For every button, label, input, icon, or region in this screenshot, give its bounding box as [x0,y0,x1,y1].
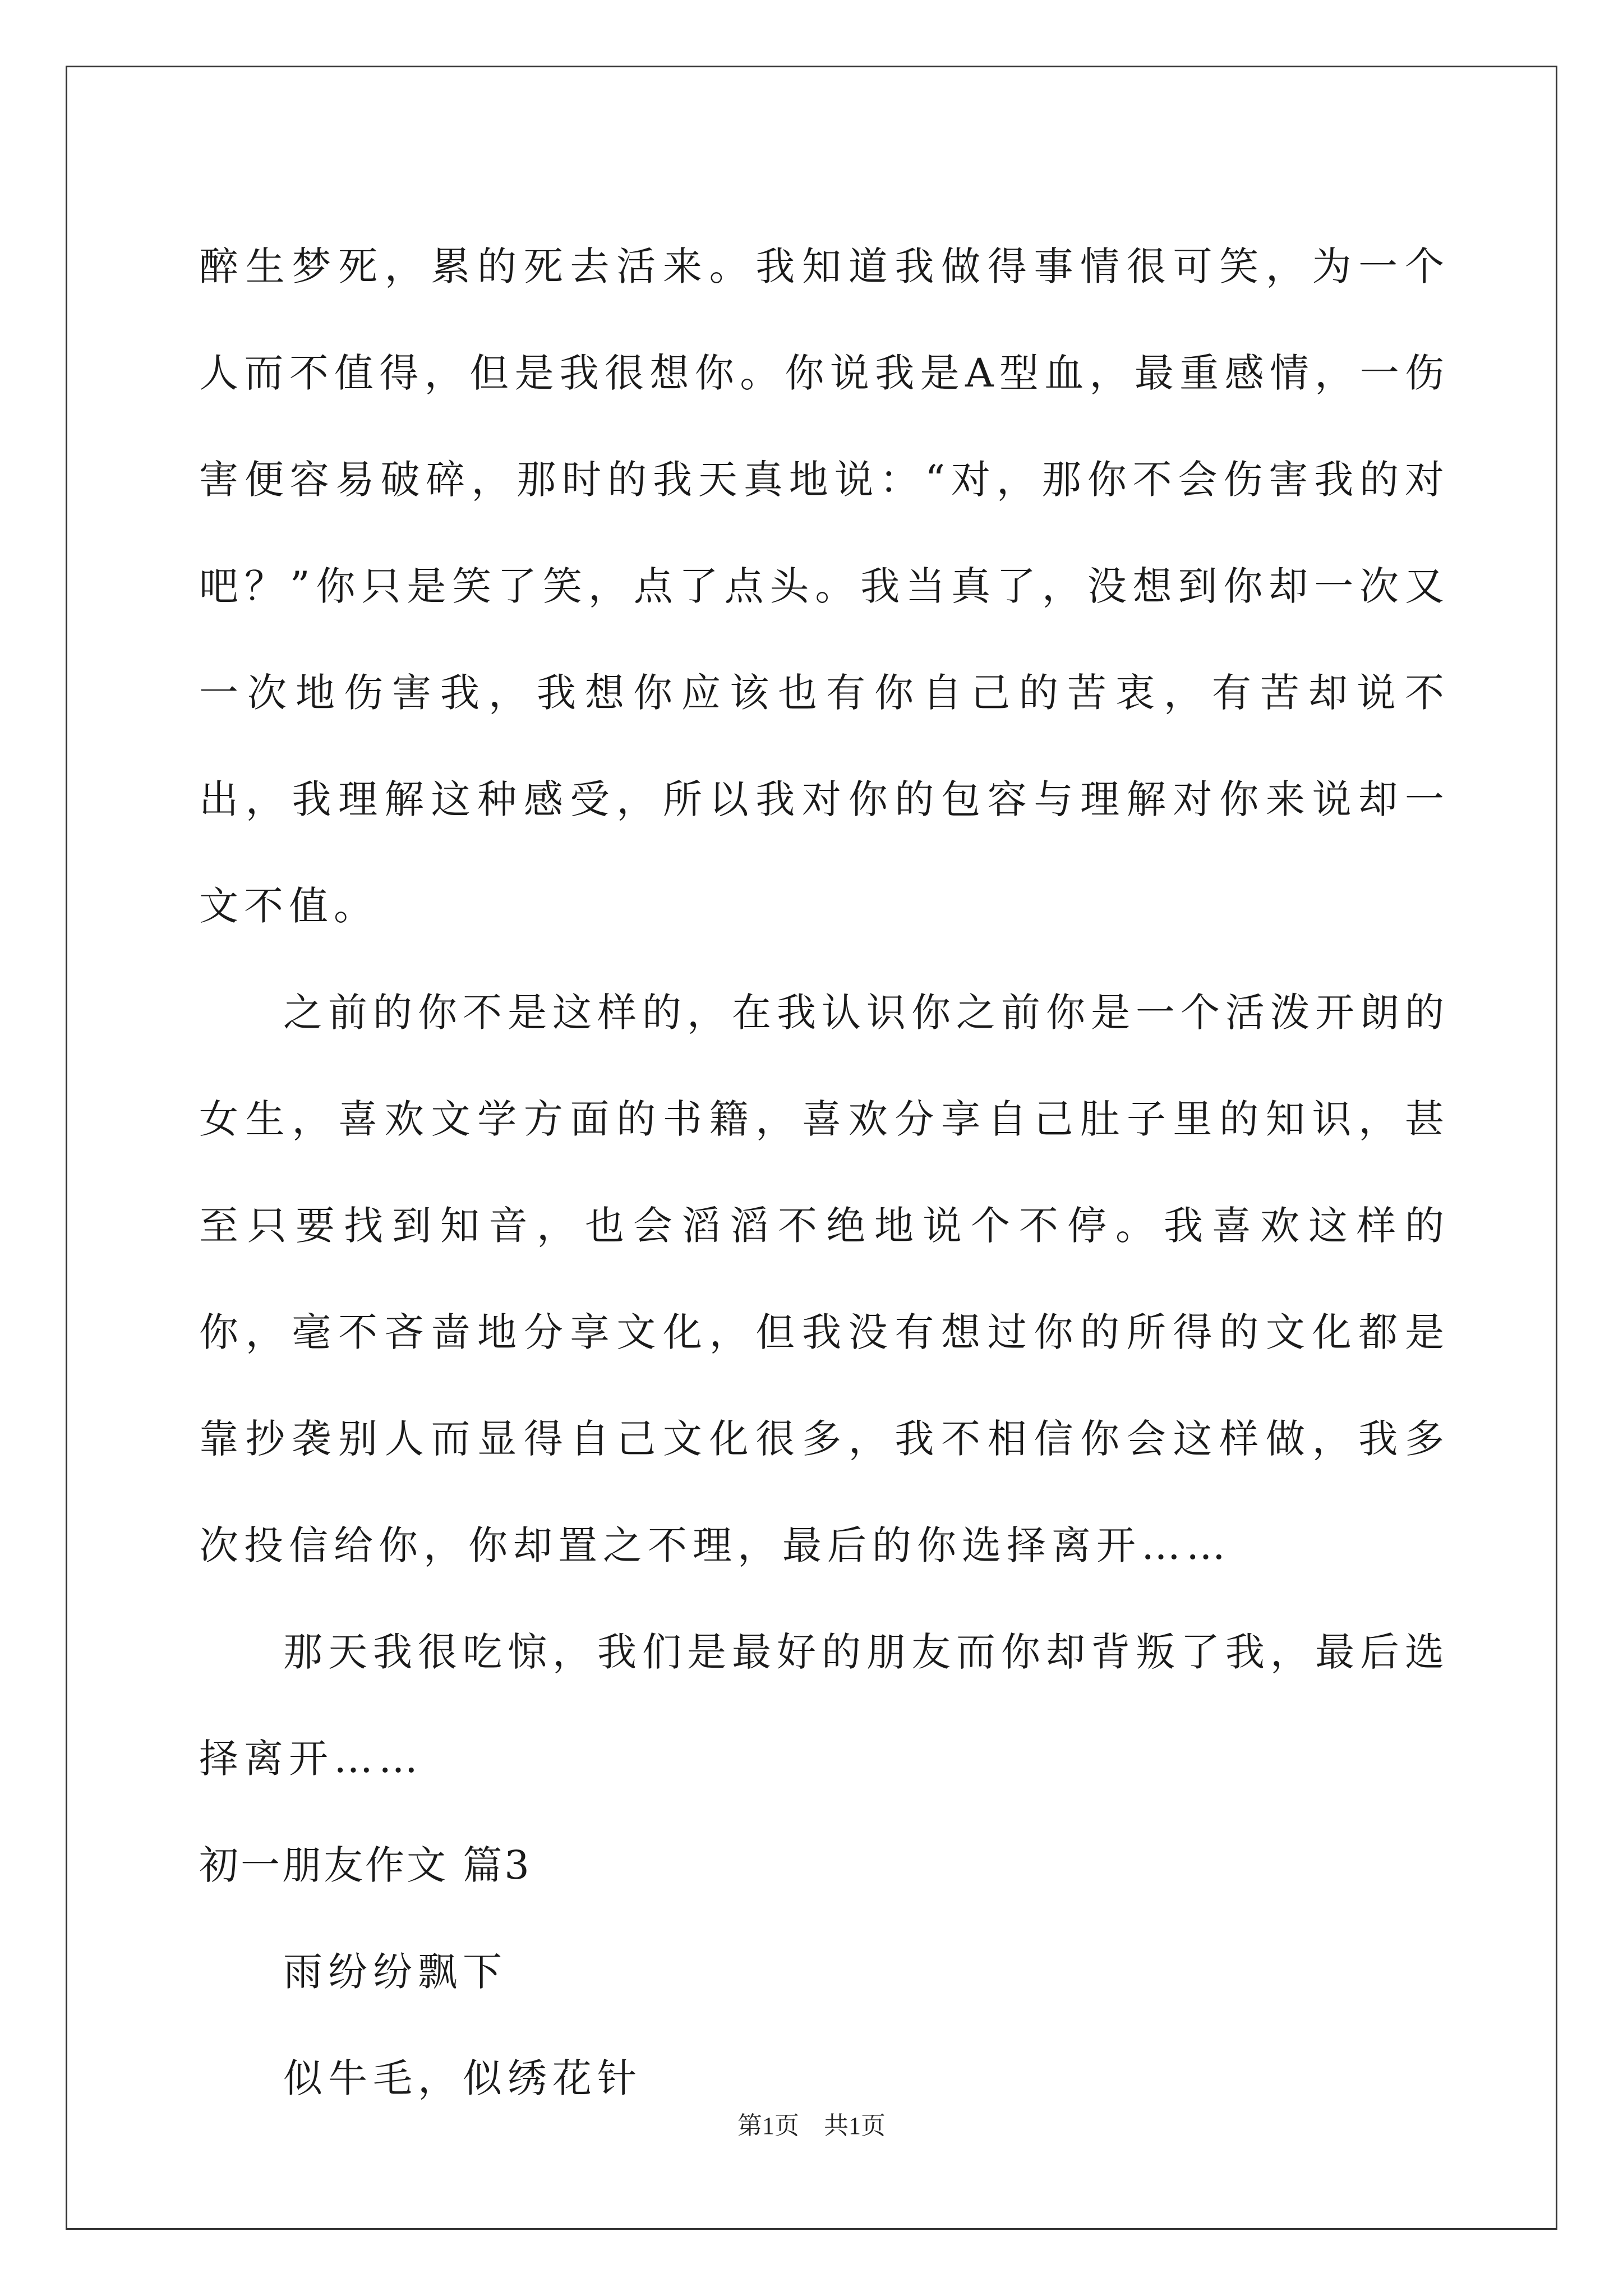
document-body [199,213,1450,2132]
paragraph-2: 之前的你不是这样的，在我认识你之前你是一个活泼开朗的女生，喜欢文学方面的书籍，喜欢分享自己肚子里的知识，甚至只要找到知音，也会滔滔不绝地说个不停。我喜欢这样的你，毫不吝啬地分享文化，但我没有想过你的所得的文化都是靠抄袭别人而显得自己文化很多，我不相信你会这样做，我多次投信给你，你却置之不理，最后的你选择离开…… [199,990,1450,1568]
paragraph-3: 那天我很吃惊，我们是最好的朋友而你却背叛了我，最后选择离开…… [199,1629,1450,1782]
page-footer: 第1页 共1页 [737,2112,886,2139]
poem-line-1: 雨纷纷飘下 [283,1949,508,1995]
section-heading: 初一朋友作文 篇3 [199,1842,532,1888]
poem-line-2: 似牛毛，似绣花针 [283,2055,642,2101]
paragraph-1: 醉生梦死，累的死去活来。我知道我做得事情很可笑，为一个人而不值得，但是我很想你。你说我是A型血，最重感情，一伤害便容易破碎，那时的我天真地说：“对，那你不会伤害我的对吧？”你只是笑了笑，点了点头。我当真了，没想到你却一次又一次地伤害我，我想你应该也有你自己的苦衷，有苦却说不出，我理解这种感受，所以我对你的包容与理解对你来说却一文不值。 [199,243,1450,929]
